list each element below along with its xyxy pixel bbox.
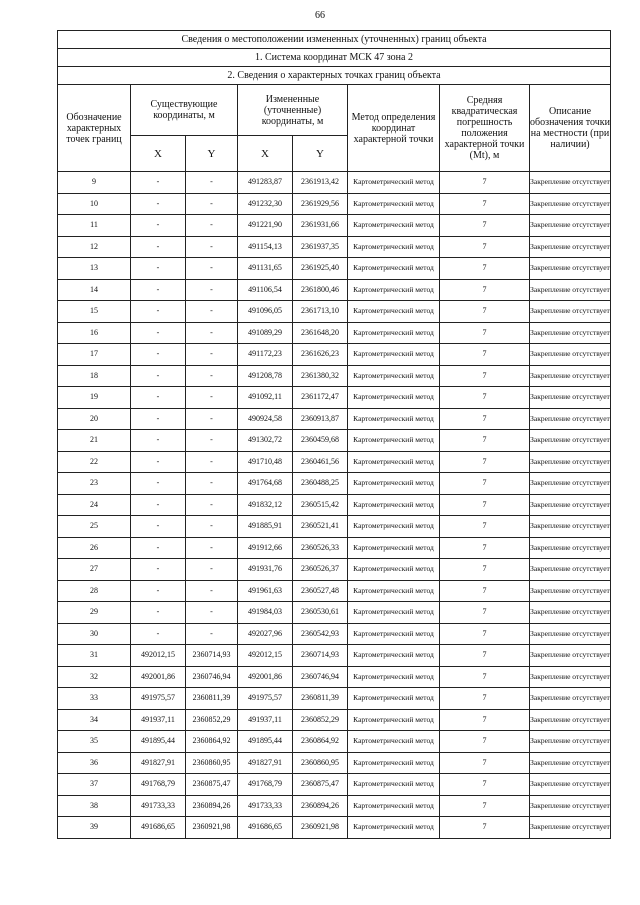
existing-y: - bbox=[186, 602, 238, 624]
table-row bbox=[58, 430, 611, 452]
header-changed-x: X bbox=[238, 136, 293, 172]
description-cell: Закрепление отсутствует bbox=[530, 795, 611, 817]
method-cell: Картометрический метод bbox=[348, 408, 440, 430]
description-cell: Закрепление отсутствует bbox=[530, 301, 611, 323]
point-number: 12 bbox=[58, 236, 131, 258]
changed-x: 491733,33 bbox=[238, 795, 293, 817]
point-number: 32 bbox=[58, 666, 131, 688]
changed-y: 2360894,26 bbox=[293, 795, 348, 817]
method-cell: Картометрический метод bbox=[348, 322, 440, 344]
point-number: 30 bbox=[58, 623, 131, 645]
point-number: 18 bbox=[58, 365, 131, 387]
changed-y: 2361937,35 bbox=[293, 236, 348, 258]
changed-x: 491096,05 bbox=[238, 301, 293, 323]
header-existing-y: Y bbox=[186, 136, 238, 172]
description-cell: Закрепление отсутствует bbox=[530, 172, 611, 194]
method-cell: Картометрический метод bbox=[348, 494, 440, 516]
error-value: 7 bbox=[440, 301, 530, 323]
changed-x: 491710,48 bbox=[238, 451, 293, 473]
error-value: 7 bbox=[440, 559, 530, 581]
error-value: 7 bbox=[440, 731, 530, 753]
table-row bbox=[58, 666, 611, 688]
changed-y: 2360526,37 bbox=[293, 559, 348, 581]
changed-x: 491221,90 bbox=[238, 215, 293, 237]
coordinate-system: 1. Система координат МСК 47 зона 2 bbox=[58, 49, 611, 67]
section-2-title: 2. Сведения о характерных точках границ объекта bbox=[58, 67, 611, 85]
error-value: 7 bbox=[440, 408, 530, 430]
existing-y: - bbox=[186, 516, 238, 538]
error-value: 7 bbox=[440, 666, 530, 688]
point-number: 28 bbox=[58, 580, 131, 602]
method-cell: Картометрический метод bbox=[348, 537, 440, 559]
existing-y: 2360852,29 bbox=[186, 709, 238, 731]
table-row bbox=[58, 451, 611, 473]
changed-y: 2361172,47 bbox=[293, 387, 348, 409]
table-row bbox=[58, 279, 611, 301]
method-cell: Картометрический метод bbox=[348, 645, 440, 667]
method-cell: Картометрический метод bbox=[348, 236, 440, 258]
changed-y: 2361380,32 bbox=[293, 365, 348, 387]
title-row bbox=[58, 31, 611, 49]
boundary-points-table bbox=[57, 30, 611, 839]
existing-x: - bbox=[131, 559, 186, 581]
changed-x: 491106,54 bbox=[238, 279, 293, 301]
changed-x: 491961,63 bbox=[238, 580, 293, 602]
error-value: 7 bbox=[440, 602, 530, 624]
table-row bbox=[58, 494, 611, 516]
description-cell: Закрепление отсутствует bbox=[530, 258, 611, 280]
point-number: 23 bbox=[58, 473, 131, 495]
point-number: 14 bbox=[58, 279, 131, 301]
changed-y: 2361626,23 bbox=[293, 344, 348, 366]
error-value: 7 bbox=[440, 752, 530, 774]
point-number: 34 bbox=[58, 709, 131, 731]
existing-y: - bbox=[186, 623, 238, 645]
error-value: 7 bbox=[440, 344, 530, 366]
description-cell: Закрепление отсутствует bbox=[530, 752, 611, 774]
existing-y: - bbox=[186, 408, 238, 430]
changed-x: 491283,87 bbox=[238, 172, 293, 194]
point-number: 29 bbox=[58, 602, 131, 624]
existing-y: - bbox=[186, 344, 238, 366]
changed-x: 491832,12 bbox=[238, 494, 293, 516]
existing-x: 491733,33 bbox=[131, 795, 186, 817]
description-cell: Закрепление отсутствует bbox=[530, 344, 611, 366]
table-row bbox=[58, 344, 611, 366]
description-cell: Закрепление отсутствует bbox=[530, 688, 611, 710]
error-value: 7 bbox=[440, 688, 530, 710]
changed-x: 491089,29 bbox=[238, 322, 293, 344]
table-row bbox=[58, 408, 611, 430]
changed-x: 491131,65 bbox=[238, 258, 293, 280]
changed-y: 2360515,42 bbox=[293, 494, 348, 516]
page-number: 66 bbox=[315, 10, 325, 21]
changed-y: 2361648,20 bbox=[293, 322, 348, 344]
existing-x: - bbox=[131, 408, 186, 430]
table-row bbox=[58, 623, 611, 645]
table-row bbox=[58, 365, 611, 387]
existing-x: - bbox=[131, 516, 186, 538]
method-cell: Картометрический метод bbox=[348, 344, 440, 366]
method-cell: Картометрический метод bbox=[348, 752, 440, 774]
table-title: Сведения о местоположении измененных (уточненных) границ объекта bbox=[58, 31, 611, 49]
existing-x: - bbox=[131, 537, 186, 559]
section-1-row bbox=[58, 49, 611, 67]
point-number: 24 bbox=[58, 494, 131, 516]
existing-x: - bbox=[131, 322, 186, 344]
error-value: 7 bbox=[440, 451, 530, 473]
method-cell: Картометрический метод bbox=[348, 258, 440, 280]
error-value: 7 bbox=[440, 537, 530, 559]
error-value: 7 bbox=[440, 494, 530, 516]
point-number: 36 bbox=[58, 752, 131, 774]
existing-x: - bbox=[131, 172, 186, 194]
method-cell: Картометрический метод bbox=[348, 817, 440, 839]
point-number: 33 bbox=[58, 688, 131, 710]
existing-y: - bbox=[186, 236, 238, 258]
table-row bbox=[58, 322, 611, 344]
method-cell: Картометрический метод bbox=[348, 623, 440, 645]
method-cell: Картометрический метод bbox=[348, 559, 440, 581]
method-cell: Картометрический метод bbox=[348, 580, 440, 602]
description-cell: Закрепление отсутствует bbox=[530, 193, 611, 215]
description-cell: Закрепление отсутствует bbox=[530, 387, 611, 409]
existing-y: 2360714,93 bbox=[186, 645, 238, 667]
point-number: 16 bbox=[58, 322, 131, 344]
description-cell: Закрепление отсутствует bbox=[530, 709, 611, 731]
existing-x: - bbox=[131, 236, 186, 258]
description-cell: Закрепление отсутствует bbox=[530, 817, 611, 839]
changed-y: 2360921,98 bbox=[293, 817, 348, 839]
table-row bbox=[58, 236, 611, 258]
error-value: 7 bbox=[440, 473, 530, 495]
method-cell: Картометрический метод bbox=[348, 666, 440, 688]
changed-y: 2360860,95 bbox=[293, 752, 348, 774]
changed-x: 491154,13 bbox=[238, 236, 293, 258]
error-value: 7 bbox=[440, 365, 530, 387]
error-value: 7 bbox=[440, 623, 530, 645]
description-cell: Закрепление отсутствует bbox=[530, 408, 611, 430]
existing-y: - bbox=[186, 451, 238, 473]
method-cell: Картометрический метод bbox=[348, 215, 440, 237]
table-row bbox=[58, 817, 611, 839]
changed-x: 491984,03 bbox=[238, 602, 293, 624]
existing-x: - bbox=[131, 580, 186, 602]
changed-x: 491208,78 bbox=[238, 365, 293, 387]
table-row bbox=[58, 580, 611, 602]
table-row bbox=[58, 193, 611, 215]
description-cell: Закрепление отсутствует bbox=[530, 322, 611, 344]
existing-x: 492001,86 bbox=[131, 666, 186, 688]
method-cell: Картометрический метод bbox=[348, 387, 440, 409]
error-value: 7 bbox=[440, 322, 530, 344]
description-cell: Закрепление отсутствует bbox=[530, 279, 611, 301]
existing-x: - bbox=[131, 494, 186, 516]
description-cell: Закрепление отсутствует bbox=[530, 430, 611, 452]
existing-y: - bbox=[186, 537, 238, 559]
point-number: 13 bbox=[58, 258, 131, 280]
error-value: 7 bbox=[440, 580, 530, 602]
table-row bbox=[58, 215, 611, 237]
existing-x: - bbox=[131, 387, 186, 409]
table-row bbox=[58, 774, 611, 796]
point-number: 35 bbox=[58, 731, 131, 753]
changed-y: 2361800,46 bbox=[293, 279, 348, 301]
changed-y: 2360875,47 bbox=[293, 774, 348, 796]
existing-y: - bbox=[186, 193, 238, 215]
changed-x: 491827,91 bbox=[238, 752, 293, 774]
description-cell: Закрепление отсутствует bbox=[530, 236, 611, 258]
existing-x: 491827,91 bbox=[131, 752, 186, 774]
point-number: 19 bbox=[58, 387, 131, 409]
table-row bbox=[58, 516, 611, 538]
description-cell: Закрепление отсутствует bbox=[530, 365, 611, 387]
changed-x: 491895,44 bbox=[238, 731, 293, 753]
changed-x: 492012,15 bbox=[238, 645, 293, 667]
point-number: 25 bbox=[58, 516, 131, 538]
existing-x: 491686,65 bbox=[131, 817, 186, 839]
header-method: Метод определения координат характерной точки bbox=[348, 85, 440, 172]
method-cell: Картометрический метод bbox=[348, 451, 440, 473]
method-cell: Картометрический метод bbox=[348, 301, 440, 323]
table-row bbox=[58, 559, 611, 581]
changed-y: 2360913,87 bbox=[293, 408, 348, 430]
header-existing: Существующие координаты, м bbox=[131, 85, 238, 136]
error-value: 7 bbox=[440, 430, 530, 452]
description-cell: Закрепление отсутствует bbox=[530, 559, 611, 581]
point-number: 38 bbox=[58, 795, 131, 817]
changed-y: 2361929,56 bbox=[293, 193, 348, 215]
table-row bbox=[58, 301, 611, 323]
point-number: 11 bbox=[58, 215, 131, 237]
changed-y: 2361913,42 bbox=[293, 172, 348, 194]
point-number: 15 bbox=[58, 301, 131, 323]
table-row bbox=[58, 645, 611, 667]
method-cell: Картометрический метод bbox=[348, 688, 440, 710]
point-number: 26 bbox=[58, 537, 131, 559]
existing-y: 2360875,47 bbox=[186, 774, 238, 796]
existing-y: - bbox=[186, 559, 238, 581]
changed-x: 491172,23 bbox=[238, 344, 293, 366]
existing-x: - bbox=[131, 301, 186, 323]
existing-y: - bbox=[186, 301, 238, 323]
changed-x: 492001,86 bbox=[238, 666, 293, 688]
description-cell: Закрепление отсутствует bbox=[530, 516, 611, 538]
existing-y: - bbox=[186, 258, 238, 280]
existing-x: - bbox=[131, 623, 186, 645]
header-row bbox=[58, 85, 611, 136]
description-cell: Закрепление отсутствует bbox=[530, 666, 611, 688]
method-cell: Картометрический метод bbox=[348, 774, 440, 796]
changed-y: 2360746,94 bbox=[293, 666, 348, 688]
existing-y: 2360860,95 bbox=[186, 752, 238, 774]
changed-x: 491764,68 bbox=[238, 473, 293, 495]
point-number: 10 bbox=[58, 193, 131, 215]
point-number: 31 bbox=[58, 645, 131, 667]
description-cell: Закрепление отсутствует bbox=[530, 494, 611, 516]
existing-x: - bbox=[131, 451, 186, 473]
existing-x: - bbox=[131, 344, 186, 366]
existing-y: 2360864,92 bbox=[186, 731, 238, 753]
error-value: 7 bbox=[440, 774, 530, 796]
method-cell: Картометрический метод bbox=[348, 602, 440, 624]
changed-x: 491931,76 bbox=[238, 559, 293, 581]
existing-x: 491768,79 bbox=[131, 774, 186, 796]
table-row bbox=[58, 795, 611, 817]
changed-y: 2360527,48 bbox=[293, 580, 348, 602]
existing-y: - bbox=[186, 279, 238, 301]
method-cell: Картометрический метод bbox=[348, 193, 440, 215]
header-error: Средняя квадратическая погрешность положения характерной точки (Mt), м bbox=[440, 85, 530, 172]
table-row bbox=[58, 752, 611, 774]
existing-x: - bbox=[131, 279, 186, 301]
error-value: 7 bbox=[440, 645, 530, 667]
existing-y: 2360811,39 bbox=[186, 688, 238, 710]
point-number: 20 bbox=[58, 408, 131, 430]
existing-x: 491975,57 bbox=[131, 688, 186, 710]
existing-y: - bbox=[186, 365, 238, 387]
changed-y: 2361925,40 bbox=[293, 258, 348, 280]
description-cell: Закрепление отсутствует bbox=[530, 623, 611, 645]
existing-y: - bbox=[186, 172, 238, 194]
changed-x: 491302,72 bbox=[238, 430, 293, 452]
description-cell: Закрепление отсутствует bbox=[530, 602, 611, 624]
changed-x: 491975,57 bbox=[238, 688, 293, 710]
error-value: 7 bbox=[440, 516, 530, 538]
changed-y: 2360459,68 bbox=[293, 430, 348, 452]
method-cell: Картометрический метод bbox=[348, 430, 440, 452]
changed-x: 491686,65 bbox=[238, 817, 293, 839]
method-cell: Картометрический метод bbox=[348, 516, 440, 538]
description-cell: Закрепление отсутствует bbox=[530, 451, 611, 473]
error-value: 7 bbox=[440, 215, 530, 237]
table-row bbox=[58, 172, 611, 194]
method-cell: Картометрический метод bbox=[348, 473, 440, 495]
header-designation: Обозначение характерных точек границ bbox=[58, 85, 131, 172]
method-cell: Картометрический метод bbox=[348, 795, 440, 817]
table-row bbox=[58, 688, 611, 710]
changed-y: 2360864,92 bbox=[293, 731, 348, 753]
changed-y: 2361713,10 bbox=[293, 301, 348, 323]
section-2-row bbox=[58, 67, 611, 85]
point-number: 9 bbox=[58, 172, 131, 194]
existing-y: 2360921,98 bbox=[186, 817, 238, 839]
changed-y: 2360488,25 bbox=[293, 473, 348, 495]
changed-y: 2360521,41 bbox=[293, 516, 348, 538]
changed-y: 2360542,93 bbox=[293, 623, 348, 645]
table-row bbox=[58, 602, 611, 624]
table-row bbox=[58, 537, 611, 559]
table-row bbox=[58, 731, 611, 753]
changed-y: 2360526,33 bbox=[293, 537, 348, 559]
point-number: 21 bbox=[58, 430, 131, 452]
existing-y: - bbox=[186, 215, 238, 237]
existing-x: - bbox=[131, 258, 186, 280]
existing-x: 491895,44 bbox=[131, 731, 186, 753]
header-existing-x: X bbox=[131, 136, 186, 172]
point-number: 27 bbox=[58, 559, 131, 581]
point-number: 22 bbox=[58, 451, 131, 473]
existing-y: - bbox=[186, 580, 238, 602]
existing-x: - bbox=[131, 430, 186, 452]
description-cell: Закрепление отсутствует bbox=[530, 473, 611, 495]
table-row bbox=[58, 709, 611, 731]
existing-y: - bbox=[186, 430, 238, 452]
existing-x: - bbox=[131, 193, 186, 215]
header-description: Описание обозначения точки на местности (при наличии) bbox=[530, 85, 611, 172]
error-value: 7 bbox=[440, 817, 530, 839]
changed-y: 2361931,66 bbox=[293, 215, 348, 237]
changed-y: 2360811,39 bbox=[293, 688, 348, 710]
changed-x: 491937,11 bbox=[238, 709, 293, 731]
description-cell: Закрепление отсутствует bbox=[530, 215, 611, 237]
description-cell: Закрепление отсутствует bbox=[530, 580, 611, 602]
error-value: 7 bbox=[440, 258, 530, 280]
existing-x: - bbox=[131, 602, 186, 624]
changed-x: 492027,96 bbox=[238, 623, 293, 645]
error-value: 7 bbox=[440, 709, 530, 731]
changed-y: 2360852,29 bbox=[293, 709, 348, 731]
description-cell: Закрепление отсутствует bbox=[530, 645, 611, 667]
existing-y: 2360894,26 bbox=[186, 795, 238, 817]
method-cell: Картометрический метод bbox=[348, 731, 440, 753]
point-number: 17 bbox=[58, 344, 131, 366]
existing-x: 492012,15 bbox=[131, 645, 186, 667]
changed-x: 491092,11 bbox=[238, 387, 293, 409]
existing-y: - bbox=[186, 494, 238, 516]
existing-x: - bbox=[131, 215, 186, 237]
method-cell: Картометрический метод bbox=[348, 709, 440, 731]
table-row bbox=[58, 387, 611, 409]
error-value: 7 bbox=[440, 795, 530, 817]
changed-x: 490924,58 bbox=[238, 408, 293, 430]
existing-x: 491937,11 bbox=[131, 709, 186, 731]
table-row bbox=[58, 473, 611, 495]
changed-x: 491768,79 bbox=[238, 774, 293, 796]
table-row bbox=[58, 258, 611, 280]
point-number: 39 bbox=[58, 817, 131, 839]
changed-y: 2360714,93 bbox=[293, 645, 348, 667]
existing-y: - bbox=[186, 473, 238, 495]
changed-x: 491885,91 bbox=[238, 516, 293, 538]
existing-x: - bbox=[131, 473, 186, 495]
changed-y: 2360461,56 bbox=[293, 451, 348, 473]
existing-x: - bbox=[131, 365, 186, 387]
existing-y: - bbox=[186, 322, 238, 344]
existing-y: 2360746,94 bbox=[186, 666, 238, 688]
existing-y: - bbox=[186, 387, 238, 409]
description-cell: Закрепление отсутствует bbox=[530, 774, 611, 796]
error-value: 7 bbox=[440, 279, 530, 301]
method-cell: Картометрический метод bbox=[348, 365, 440, 387]
point-number: 37 bbox=[58, 774, 131, 796]
description-cell: Закрепление отсутствует bbox=[530, 731, 611, 753]
method-cell: Картометрический метод bbox=[348, 172, 440, 194]
header-changed-y: Y bbox=[293, 136, 348, 172]
error-value: 7 bbox=[440, 172, 530, 194]
changed-x: 491912,66 bbox=[238, 537, 293, 559]
header-changed: Измененные (уточненные) координаты, м bbox=[238, 85, 348, 136]
error-value: 7 bbox=[440, 387, 530, 409]
changed-x: 491232,30 bbox=[238, 193, 293, 215]
changed-y: 2360530,61 bbox=[293, 602, 348, 624]
method-cell: Картометрический метод bbox=[348, 279, 440, 301]
description-cell: Закрепление отсутствует bbox=[530, 537, 611, 559]
error-value: 7 bbox=[440, 236, 530, 258]
error-value: 7 bbox=[440, 193, 530, 215]
